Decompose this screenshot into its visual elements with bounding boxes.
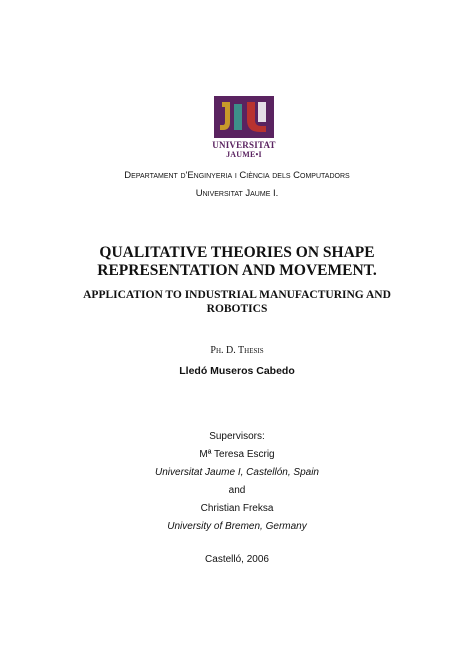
supervisor-1-name: Mª Teresa Escrig [199, 449, 275, 460]
thesis-title-line-1: QUALITATIVE THEORIES ON SHAPE [99, 244, 375, 261]
supervisor-2-name: Christian Freksa [200, 503, 274, 514]
thesis-subtitle [0, 288, 474, 316]
department-name: Departament d'Enginyeria i Ciència dels Computadors [124, 170, 350, 181]
university-name: Universitat Jaume I. [195, 188, 279, 199]
supervisor-1-affiliation: Universitat Jaume I, Castellón, Spain [155, 467, 319, 478]
university-emblem-icon [214, 96, 274, 138]
supervisors-connector: and [228, 485, 246, 496]
thesis-title [0, 244, 474, 280]
supervisors-label: Supervisors: [209, 431, 265, 442]
thesis-subtitle-line-1: APPLICATION TO INDUSTRIAL MANUFACTURING AND [83, 289, 391, 301]
university-logo [204, 96, 284, 166]
thesis-subtitle-line-2: ROBOTICS [206, 303, 268, 315]
thesis-type: Ph. D. Thesis [210, 345, 264, 356]
logo-text-jaume: JAUME•I [226, 150, 262, 159]
thesis-title-line-2: REPRESENTATION AND MOVEMENT. [97, 262, 377, 279]
place-and-date: Castelló, 2006 [205, 554, 269, 565]
author-name: Lledó Museros Cabedo [179, 365, 295, 377]
supervisor-2-affiliation: University of Bremen, Germany [167, 521, 307, 532]
logo-text-universitat: UNIVERSITAT [212, 140, 276, 150]
